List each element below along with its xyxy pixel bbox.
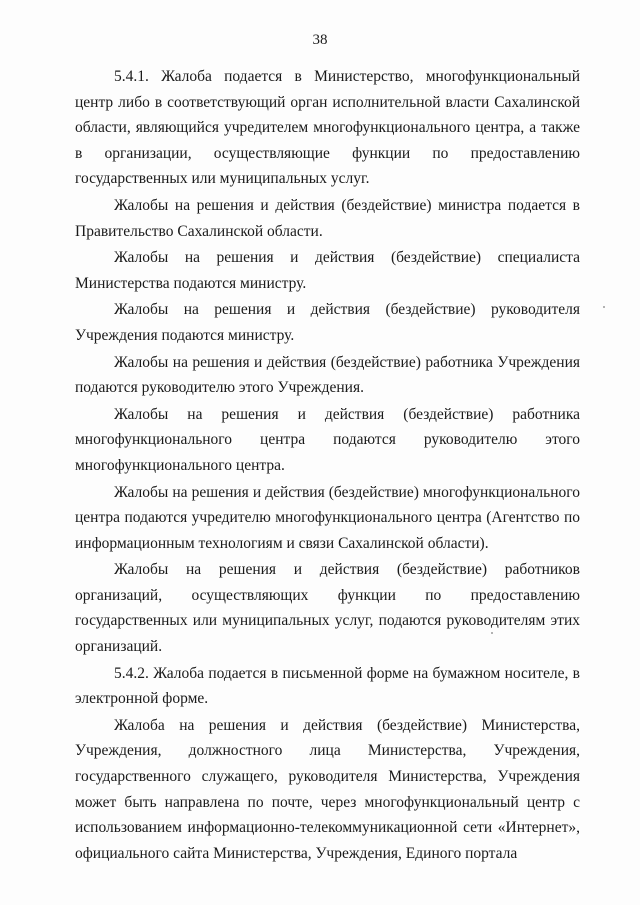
paragraph-complaints-mfc: Жалобы на решения и действия (бездействие) многофункционального центра подаются учредителю многофункционального центра (Агентство по информационным технологиям и связи Сахалинской области). [75, 483, 580, 552]
document-body [75, 64, 580, 866]
page-number: 38 [312, 32, 328, 48]
paragraph-complaints-specialist: Жалобы на решения и действия (бездействие) специалиста Министерства подаются министру. [75, 249, 580, 292]
paragraph-complaints-mfc-employee: Жалобы на решения и действия (бездействие) работника многофункционального центра подаются руководителю этого многофункционального центра. [75, 405, 580, 474]
paragraph-complaints-employee: Жалобы на решения и действия (бездействие) работника Учреждения подаются руководителю этого Учреждения. [75, 353, 580, 397]
paragraph-complaint-submission: Жалоба на решения и действия (бездействие) Министерства, Учреждения, должностного лица Министерства, Учреждения, государственного служащего, руководителя Министерства, Учреждения может быть направлена по почте, через многофункциональный центр с использованием информационно-телекоммуникационной сети «Интернет», официального сайта Министерства, Учреждения, Единого портала [75, 716, 580, 862]
paragraph-complaints-organizations: Жалобы на решения и действия (бездействие) работников организаций, осуществляющих функции по предоставлению государственных или муниципальных услуг, подаются руководителям этих организаций. [75, 561, 580, 656]
paragraph-5-4-2: 5.4.2. Жалоба подается в письменной форме на бумажном носителе, в электронной форме. [75, 664, 580, 708]
scan-speck [491, 632, 493, 634]
paragraph-complaints-head: Жалобы на решения и действия (бездействие) руководителя Учреждения подаются министру. [75, 301, 580, 344]
scan-speck [603, 306, 605, 308]
paragraph-5-4-1: 5.4.1. Жалоба подается в Министерство, многофункциональный центр либо в соответствующий орган исполнительной власти Сахалинской области, являющийся учредителем многофункционального центра, а также в организации, осуществляющие функции по предоставлению государственных или муниципальных услуг. [75, 68, 580, 188]
paragraph-complaints-minister: Жалобы на решения и действия (бездействие) министра подается в Правительство Сахалинской области. [75, 196, 580, 240]
